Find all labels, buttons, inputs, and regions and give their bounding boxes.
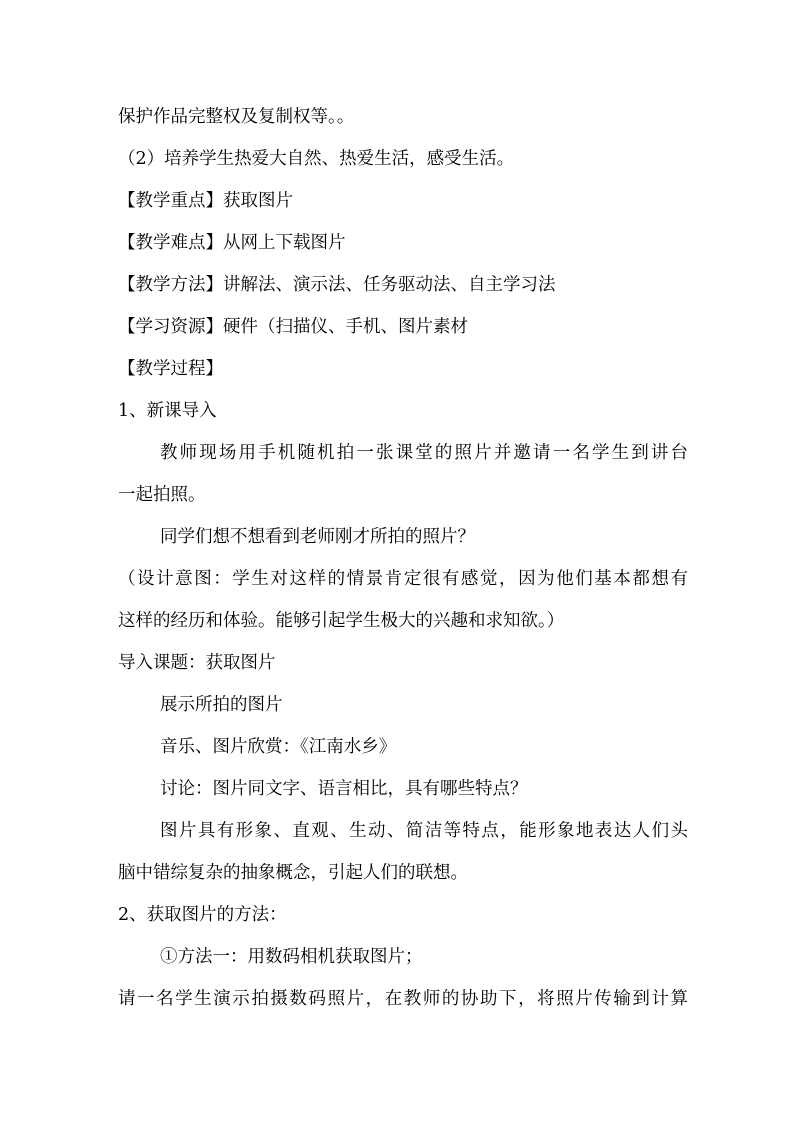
section-label-key-points: 【教学重点】获取图片 xyxy=(118,191,293,211)
text-line: 保护作品完整权及复制权等。。 xyxy=(118,107,355,127)
text-line: 请一名学生演示拍摄数码照片，在教师的协助下，将照片传输到计算 xyxy=(118,989,688,1009)
text-line: 同学们想不想看到老师刚才所拍的照片？ xyxy=(160,527,475,547)
text-line: 导入课题：获取图片 xyxy=(118,653,276,673)
text-line: 一起拍照。 xyxy=(118,485,206,505)
text-line: （2）培养学生热爱大自然、热爱生活，感受生活。 xyxy=(118,149,515,169)
section-label-process: 【教学过程】 xyxy=(118,359,223,379)
text-line: 展示所拍的图片 xyxy=(160,695,283,715)
text-line: 音乐、图片欣赏：《江南水乡》 xyxy=(160,737,397,757)
text-line: 讨论：图片同文字、语言相比，具有哪些特点？ xyxy=(160,779,528,799)
section-label-difficulties: 【教学难点】从网上下载图片 xyxy=(118,233,346,253)
section-label-resources: 【学习资源】硬件（扫描仪、手机、图片素材 xyxy=(118,317,468,337)
section-label-methods: 【教学方法】讲解法、演示法、任务驱动法、自主学习法 xyxy=(118,275,556,295)
text-line: （设计意图：学生对这样的情景肯定很有感觉，因为他们基本都想有 xyxy=(118,569,688,589)
text-line: 这样的经历和体验。能够引起学生极大的兴趣和求知欲。） xyxy=(118,611,565,631)
text-line: 教师现场用手机随机拍一张课堂的照片并邀请一名学生到讲台 xyxy=(160,443,688,463)
text-line: ①方法一：用数码相机获取图片； xyxy=(160,947,423,967)
heading-methods: 2、获取图片的方法： xyxy=(118,905,287,925)
text-line: 脑中错综复杂的抽象概念，引起人们的联想。 xyxy=(118,863,468,883)
heading-new-lesson: 1、新课导入 xyxy=(118,401,217,421)
text-line: 图片具有形象、直观、生动、简洁等特点，能形象地表达人们头 xyxy=(160,821,688,841)
